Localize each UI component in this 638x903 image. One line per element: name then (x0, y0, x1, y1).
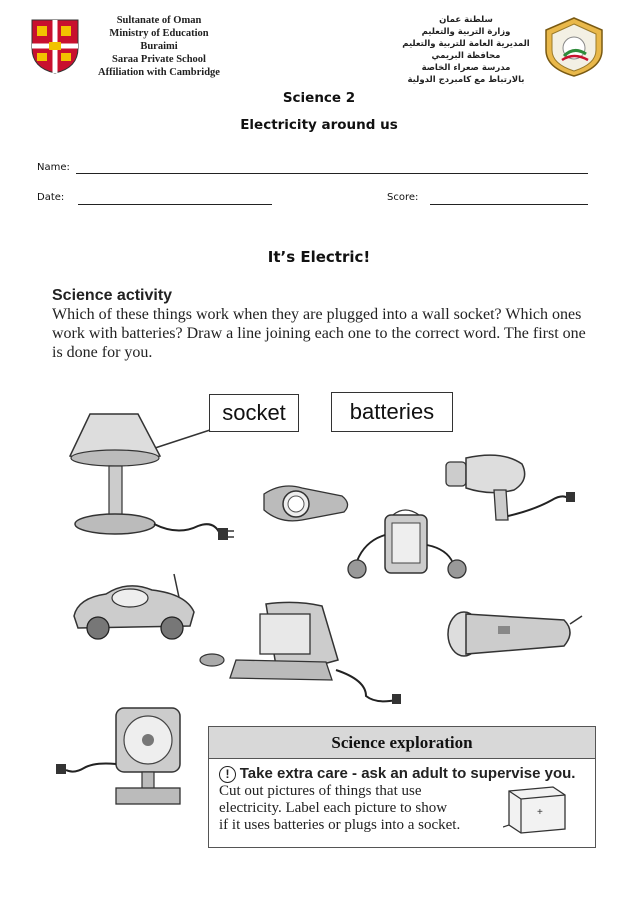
school-crest-logo (542, 16, 606, 78)
subject-title: Science 2 (282, 90, 356, 106)
header-line: محافظة البريمي (431, 51, 501, 61)
topic-title: Electricity around us (240, 117, 398, 133)
school-header-english (84, 14, 234, 79)
worksheet-title: It’s Electric! (267, 248, 371, 266)
torch-picture[interactable] (444, 604, 588, 660)
batteries-label-box[interactable] (331, 392, 453, 432)
exploration-warning: Take extra care - ask an adult to supervise you. (239, 765, 576, 782)
exploration-line: if it uses batteries or plugs into a socket. (219, 817, 461, 834)
activity-heading: Science activity (52, 287, 173, 304)
header-line: Ministry of Education (109, 28, 209, 39)
header-line: وزارة التربية والتعليم (421, 27, 511, 37)
header-line: Sultanate of Oman (116, 15, 202, 26)
computer-picture[interactable] (196, 600, 406, 710)
toy-car-picture[interactable] (70, 572, 200, 642)
batteries-label: batteries (349, 399, 435, 424)
header-line: بالارتباط مع كامبردج الدولية (407, 75, 525, 85)
school-header-arabic (396, 14, 536, 86)
exploration-heading: Science exploration (209, 727, 595, 759)
cambridge-crest-logo (30, 18, 80, 74)
date-label: Date: (37, 192, 65, 203)
socket-label: socket (222, 400, 286, 425)
name-input-line[interactable] (76, 173, 588, 174)
exploration-line: Cut out pictures of things that use (219, 783, 422, 800)
date-input-line[interactable] (78, 204, 272, 205)
svg-text:+: + (537, 807, 543, 818)
header-line: Buraimi (140, 41, 178, 52)
header-line: المديرية العامة للتربية والتعليم (402, 39, 530, 49)
activity-block (52, 286, 597, 362)
warning-icon: ! (219, 766, 236, 783)
watch-picture[interactable] (262, 480, 354, 530)
battery-picture (503, 781, 571, 837)
header-line: Saraa Private School (112, 54, 206, 65)
lamp-picture[interactable] (68, 410, 238, 550)
activity-instructions: Which of these things work when they are plugged into a wall socket? Which ones work with batteries? Draw a line joining each one to the correct word. The first one is done for you. (52, 306, 586, 361)
name-label: Name: (37, 162, 70, 173)
score-label: Score: (387, 192, 419, 203)
header-line: Affiliation with Cambridge (98, 67, 220, 78)
exploration-line: electricity. Label each picture to show (219, 800, 448, 817)
header-line: سلطنة عمان (439, 15, 493, 25)
walkman-picture[interactable] (345, 505, 471, 587)
science-exploration-box (208, 726, 596, 848)
fan-picture[interactable] (54, 704, 194, 810)
score-input-line[interactable] (430, 204, 588, 205)
header-line: مدرسة صعراء الخاصة (421, 63, 511, 73)
